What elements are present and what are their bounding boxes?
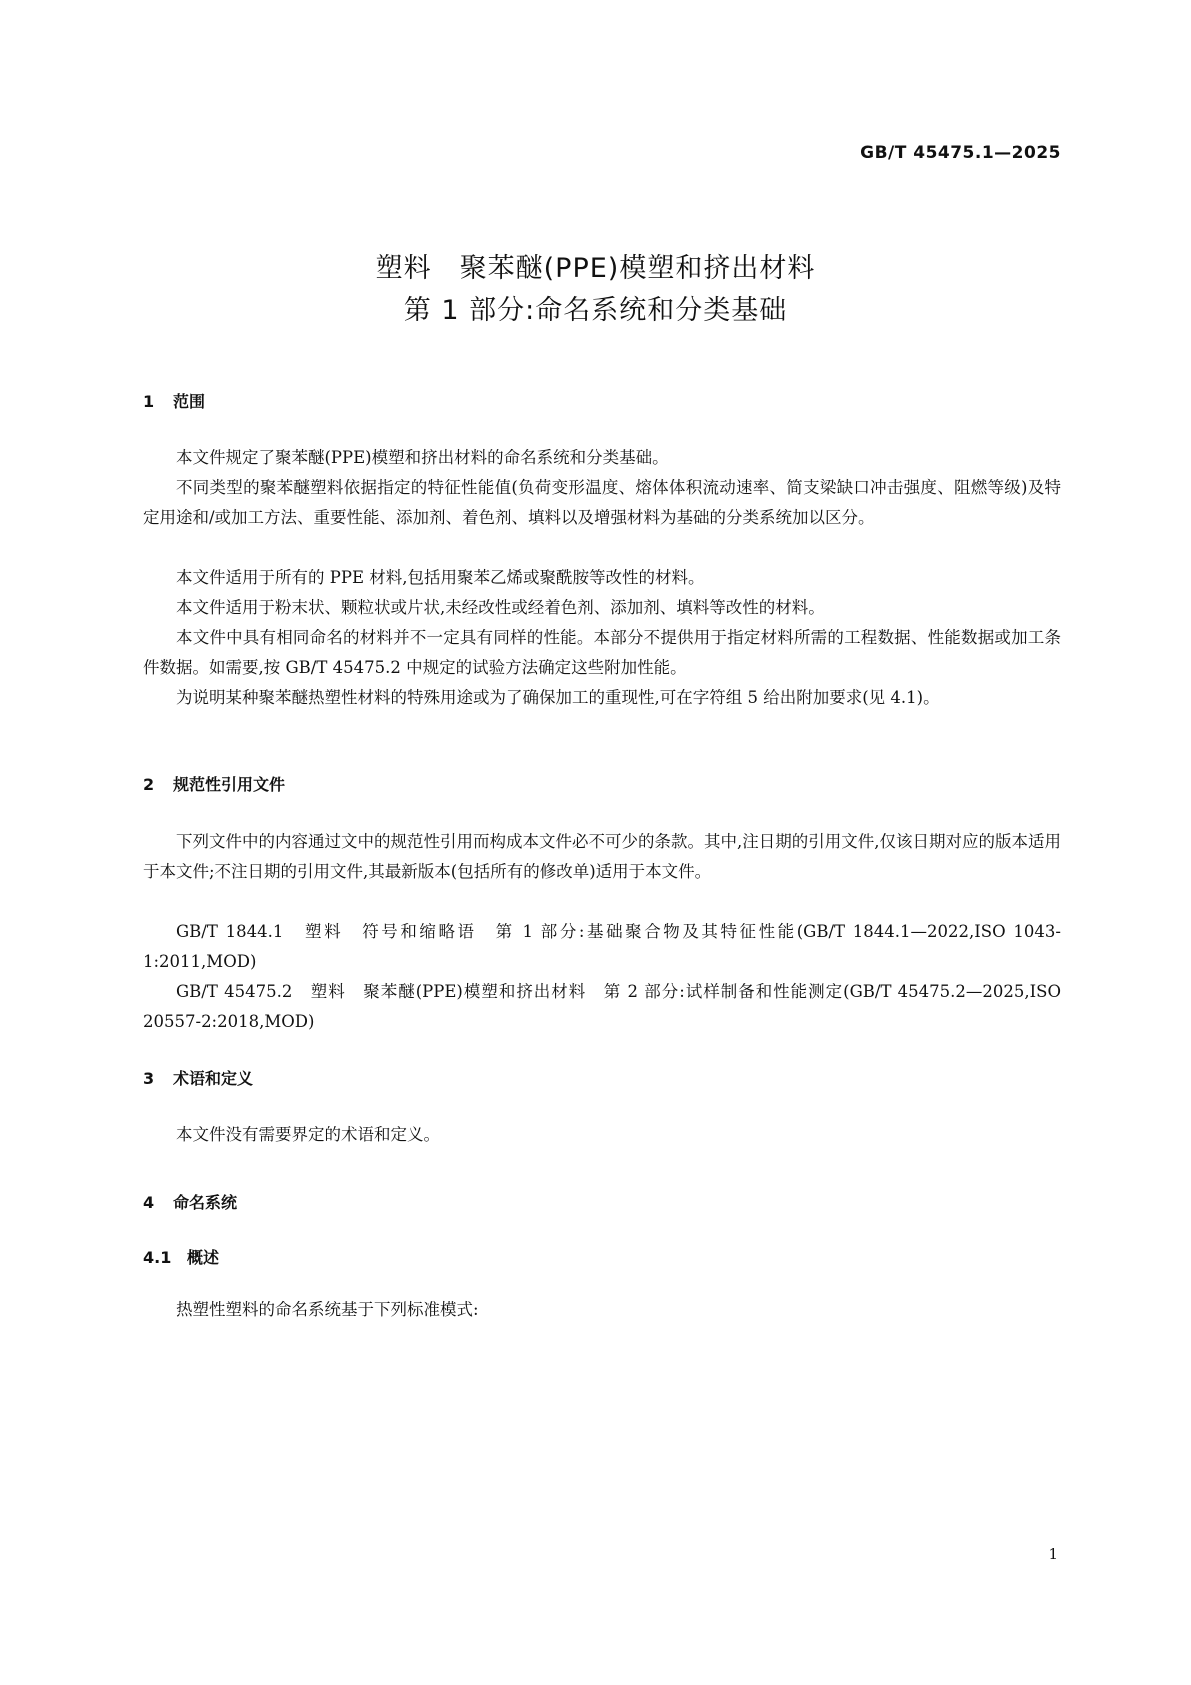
section-number: 4.1 [143, 1248, 172, 1267]
section-2-heading [143, 772, 285, 795]
section-4-1-paragraph-1: 热塑性塑料的命名系统基于下列标准模式: [176, 1300, 479, 1319]
section-1-paragraph-1: 本文件规定了聚苯醚(PPE)模塑和挤出材料的命名系统和分类基础。 [176, 448, 669, 467]
section-title: 规范性引用文件 [173, 775, 286, 794]
section-1-paragraph-6: 为说明某种聚苯醚热塑性材料的特殊用途或为了确保加工的重现性,可在字符组 5 给出附加要求(见 4.1)。 [176, 688, 940, 707]
section-title: 术语和定义 [173, 1069, 254, 1088]
document-title-line-2: 第 1 部分:命名系统和分类基础 [403, 295, 788, 326]
normative-reference-2: GB/T 45475.2 塑料 聚苯醚(PPE)模塑和挤出材料 第 2 部分:试样制备和性能测定(GB/T 45475.2—2025,ISO 20557-2:2018,MOD) [143, 982, 1061, 1031]
section-title: 命名系统 [173, 1193, 238, 1212]
section-title: 概述 [187, 1248, 220, 1267]
section-number: 4 [143, 1193, 155, 1212]
section-1-paragraph-4: 本文件适用于粉末状、颗粒状或片状,未经改性或经着色剂、添加剂、填料等改性的材料。 [176, 598, 825, 617]
section-1-heading [143, 389, 205, 412]
section-number: 3 [143, 1069, 155, 1088]
section-2-paragraph-1: 下列文件中的内容通过文中的规范性引用而构成本文件必不可少的条款。其中,注日期的引用文件,仅该日期对应的版本适用于本文件;不注日期的引用文件,其最新版本(包括所有的修改单)适用于本文件。 [143, 832, 1061, 881]
document-title-line-1: 塑料 聚苯醚(PPE)模塑和挤出材料 [375, 253, 816, 284]
section-1-paragraph-3: 本文件适用于所有的 PPE 材料,包括用聚苯乙烯或聚酰胺等改性的材料。 [176, 568, 705, 587]
normative-reference-1: GB/T 1844.1 塑料 符号和缩略语 第 1 部分:基础聚合物及其特征性能(GB/T 1844.1—2022,ISO 1043-1:2011,MOD) [143, 922, 1061, 971]
section-4-1-heading [143, 1245, 219, 1268]
section-4-heading [143, 1190, 237, 1213]
section-number: 1 [143, 392, 155, 411]
section-number: 2 [143, 775, 155, 794]
section-1-paragraph-5: 本文件中具有相同命名的材料并不一定具有同样的性能。本部分不提供用于指定材料所需的工程数据、性能数据或加工条件数据。如需要,按 GB/T 45475.2 中规定的试验方法确定这些附加性能。 [143, 628, 1061, 677]
section-3-heading [143, 1066, 253, 1089]
standard-code: GB/T 45475.1—2025 [860, 143, 1061, 163]
section-title: 范围 [173, 392, 206, 411]
section-1-paragraph-2: 不同类型的聚苯醚塑料依据指定的特征性能值(负荷变形温度、熔体体积流动速率、简支梁缺口冲击强度、阻燃等级)及特定用途和/或加工方法、重要性能、添加剂、着色剂、填料以及增强材料为基础的分类系统加以区分。 [143, 478, 1061, 527]
page-number: 1 [1048, 1545, 1058, 1563]
section-3-paragraph-1: 本文件没有需要界定的术语和定义。 [176, 1125, 440, 1144]
